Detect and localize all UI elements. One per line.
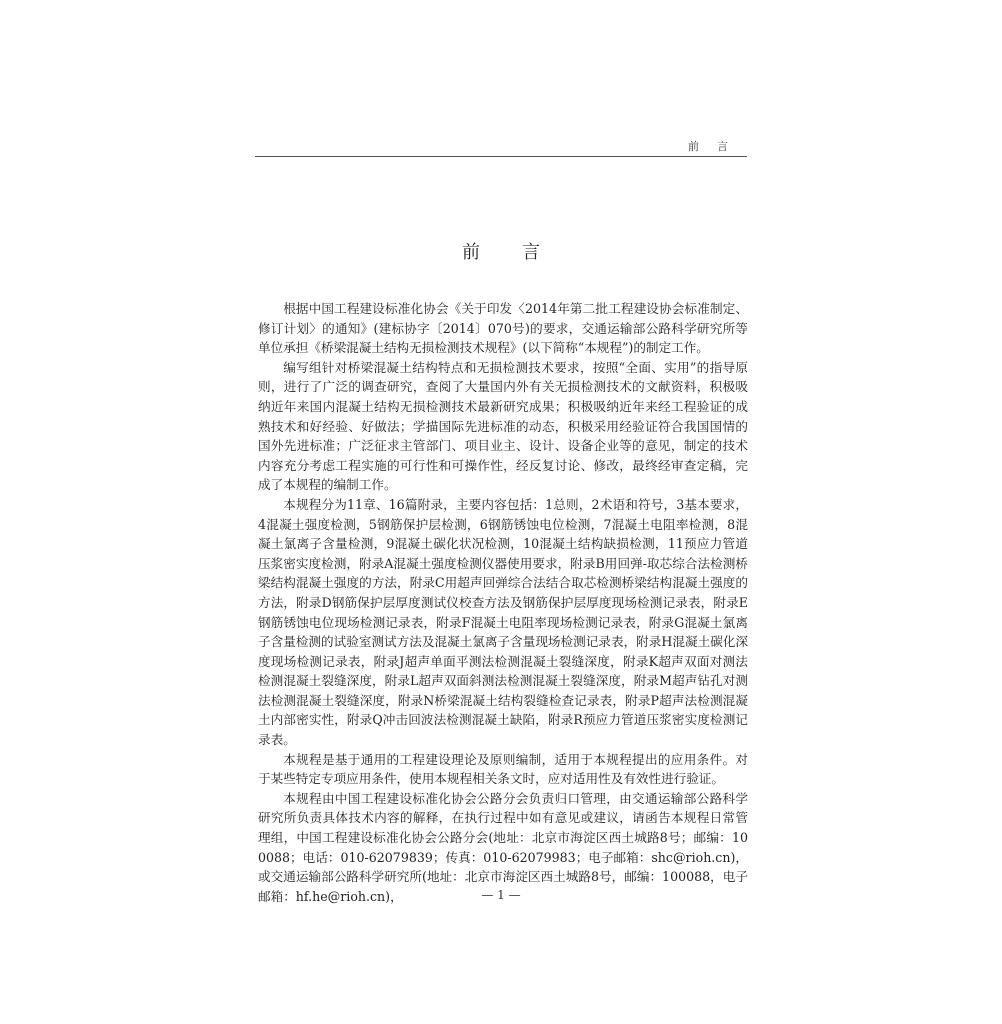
paragraph-background: 根据中国工程建设标准化协会《关于印发〈2014年第二批工程建设协会标准制定、修订计划〉的通知》(建标协字〔2014〕070号)的要求，交通运输部公路科学研究所等单位承担《桥梁混凝土结构无损检测技术规程》(以下简称“本规程”)的制定工作。	[258, 301, 748, 356]
page-title: 前言	[462, 242, 582, 263]
paragraph-contents: 本规程分为11章、16篇附录，主要内容包括：1总则，2术语和符号，3基本要求，4混凝土强度检测，5钢筋保护层检测，6钢筋锈蚀电位检测，7混凝土电阻率检测，8混凝土氯离子含量检测，9混凝土碳化状况检测，10混凝土结构缺损检测，11预应力管道压浆密实度检测，附录A混凝土强度检测仪器使用要求，附录B用回弹-取芯综合法检测桥梁结构混凝土强度的方法，附录C用超声回弹综合法结合取芯检测桥梁结构混凝土强度的方法，附录D钢筋保护层厚度测试仪校查方法及钢筋保护层厚度现场检测记录表，附录E钢筋锈蚀电位现场检测记录表，附录F混凝土电阻率现场检测记录表，附录G混凝土氯离子含量检测的试验室测试方法及混凝土氯离子含量现场检测记录表，附录H混凝土碳化深度现场检测记录表，附录J超声单面平测法检测混凝土裂缝深度，附录K超声双面对测法检测混凝土裂缝深度，附录L超声双面斜测法检测混凝土裂缝深度，附录M超声钻孔对测法检测混凝土裂缝深度，附录N桥梁混凝土结构裂缝检查记录表，附录P超声法检测混凝土内部密实性，附录Q冲击回波法检测混凝土缺陷，附录R预应力管道压浆密实度检测记录表。	[258, 496, 748, 748]
header-divider	[255, 156, 747, 157]
paragraph-management: 本规程由中国工程建设标准化协会公路分会负责归口管理，由交通运输部公路科学研究所负责具体技术内容的解释，在执行过程中如有意见或建议，请函告本规程日常管理组，中国工程建设标准化协会公路分会(地址：北京市海淀区西土城路8号；邮编：100088；电话：010-62079839；传真：010-62079983；电子邮箱：shc@rioh.cn)，或交通运输部公路科学研究所(地址：北京市海淀区西土城路8号，邮编：100088，电子邮箱：hf.he@rioh.cn)，	[258, 790, 748, 904]
page-number: — 1 —	[481, 888, 521, 902]
body-text	[258, 299, 748, 906]
paragraph-drafting-process: 编写组针对桥梁混凝土结构特点和无损检测技术要求，按照“全面、实用”的指导原则，进行了广泛的调查研究，查阅了大量国内外有关无损检测技术的文献资料，积极吸纳近年来国内混凝土结构无损检测技术最新研究成果；积极吸纳近年来经工程验证的成熟技术和好经验、好做法；学描国际先进标准的动态，积极采用经验证符合我国国情的国外先进标准；广泛征求主管部门、项目业主、设计、设备企业等的意见，制定的技术内容充分考虑工程实施的可行性和可操作性，经反复讨论、修改，最终经审查定稿，完成了本规程的编制工作。	[258, 359, 748, 493]
running-head: 前言	[688, 140, 746, 153]
paragraph-applicability: 本规程是基于通用的工程建设理论及原则编制，适用于本规程提出的应用条件。对于某些特定专项应用条件，使用本规程相关条文时，应对适用性及有效性进行验证。	[258, 751, 748, 787]
